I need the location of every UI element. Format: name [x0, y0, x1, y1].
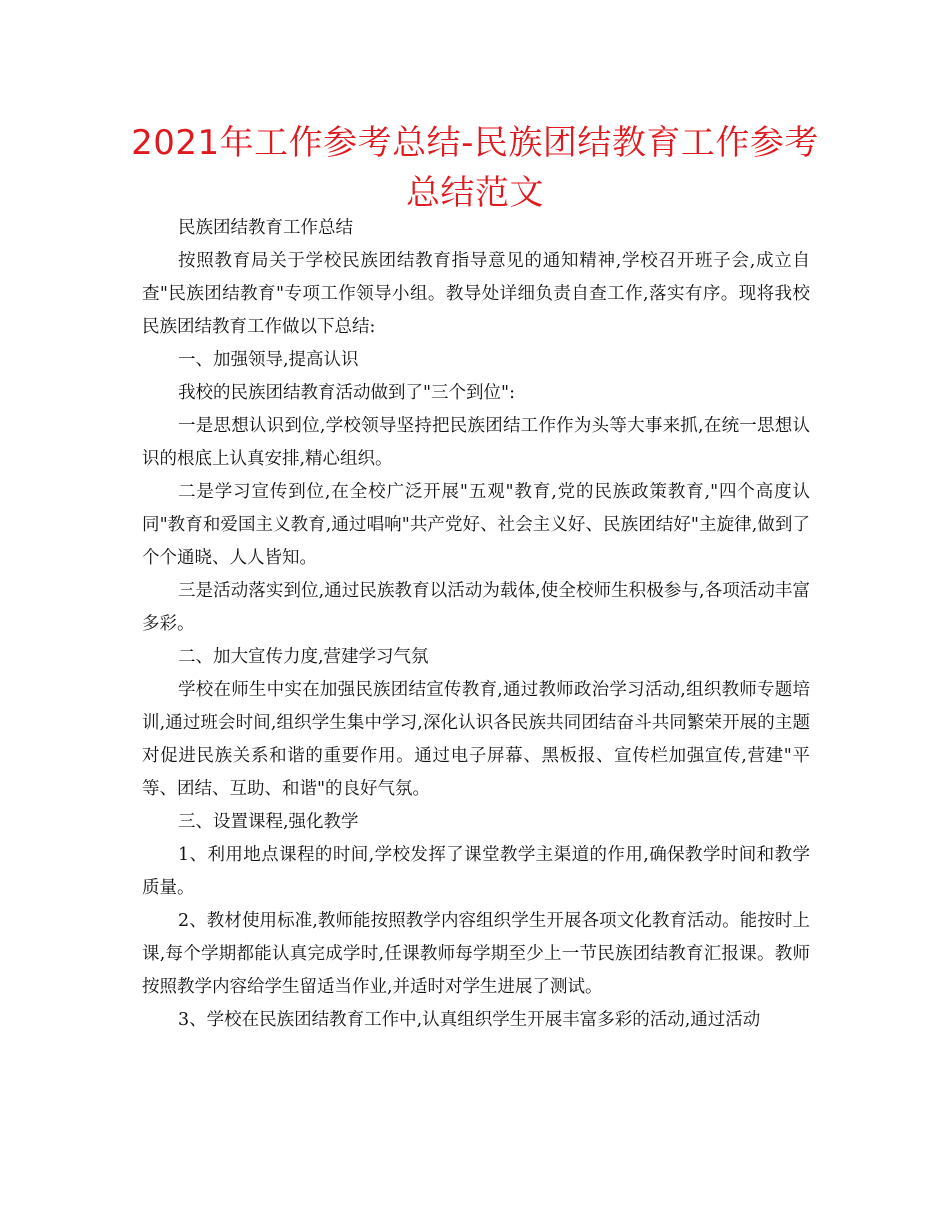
section-heading: 三、设置课程,强化教学 — [178, 812, 359, 832]
paragraph-heading: 民族团结教育工作总结 — [178, 218, 353, 238]
document-body — [142, 212, 810, 1037]
paragraph: 2、教材使用标准,教师能按照教学内容组织学生开展各项文化教育活动。能按时上课,每个学期都能认真完成学时,任课教师每学期至少上一节民族团结教育汇报课。教师按照教学内容给学生留适当作业,并适时对学生进展了测试。 — [142, 911, 810, 997]
paragraph: 学校在师生中实在加强民族团结宣传教育,通过教师政治学习活动,组织教师专题培训,通过班会时间,组织学生集中学习,深化认识各民族共同团结奋斗共同繁荣开展的主题对促进民族关系和谐的重要作用。通过电子屏幕、黑板报、宣传栏加强宣传,营建"平等、团结、互助、和谐"的良好气氛。 — [142, 680, 810, 799]
paragraph: 三是活动落实到位,通过民族教育以活动为载体,使全校师生积极参与,各项活动丰富多彩。 — [142, 581, 810, 634]
section-heading: 一、加强领导,提高认识 — [178, 350, 359, 370]
paragraph: 3、学校在民族团结教育工作中,认真组织学生开展丰富多彩的活动,通过活动 — [178, 1010, 761, 1030]
paragraph: 按照教育局关于学校民族团结教育指导意见的通知精神,学校召开班子会,成立自查"民族团结教育"专项工作领导小组。教导处详细负责自查工作,落实有序。现将我校民族团结教育工作做以下总结: — [142, 251, 810, 337]
paragraph: 二是学习宣传到位,在全校广泛开展"五观"教育,党的民族政策教育,"四个高度认同"教育和爱国主义教育,通过唱响"共产党好、社会主义好、民族团结好"主旋律,做到了个个通晓、人人皆知。 — [142, 482, 810, 568]
paragraph: 一是思想认识到位,学校领导坚持把民族团结工作作为头等大事来抓,在统一思想认识的根底上认真安排,精心组织。 — [142, 416, 810, 469]
document-title: 2021年工作参考总结-民族团结教育工作参考总结范文 — [131, 123, 819, 213]
section-heading: 二、加大宣传力度,营建学习气氛 — [178, 647, 429, 667]
paragraph: 我校的民族团结教育活动做到了"三个到位": — [178, 383, 515, 403]
paragraph: 1、利用地点课程的时间,学校发挥了课堂教学主渠道的作用,确保教学时间和教学质量。 — [142, 845, 810, 898]
